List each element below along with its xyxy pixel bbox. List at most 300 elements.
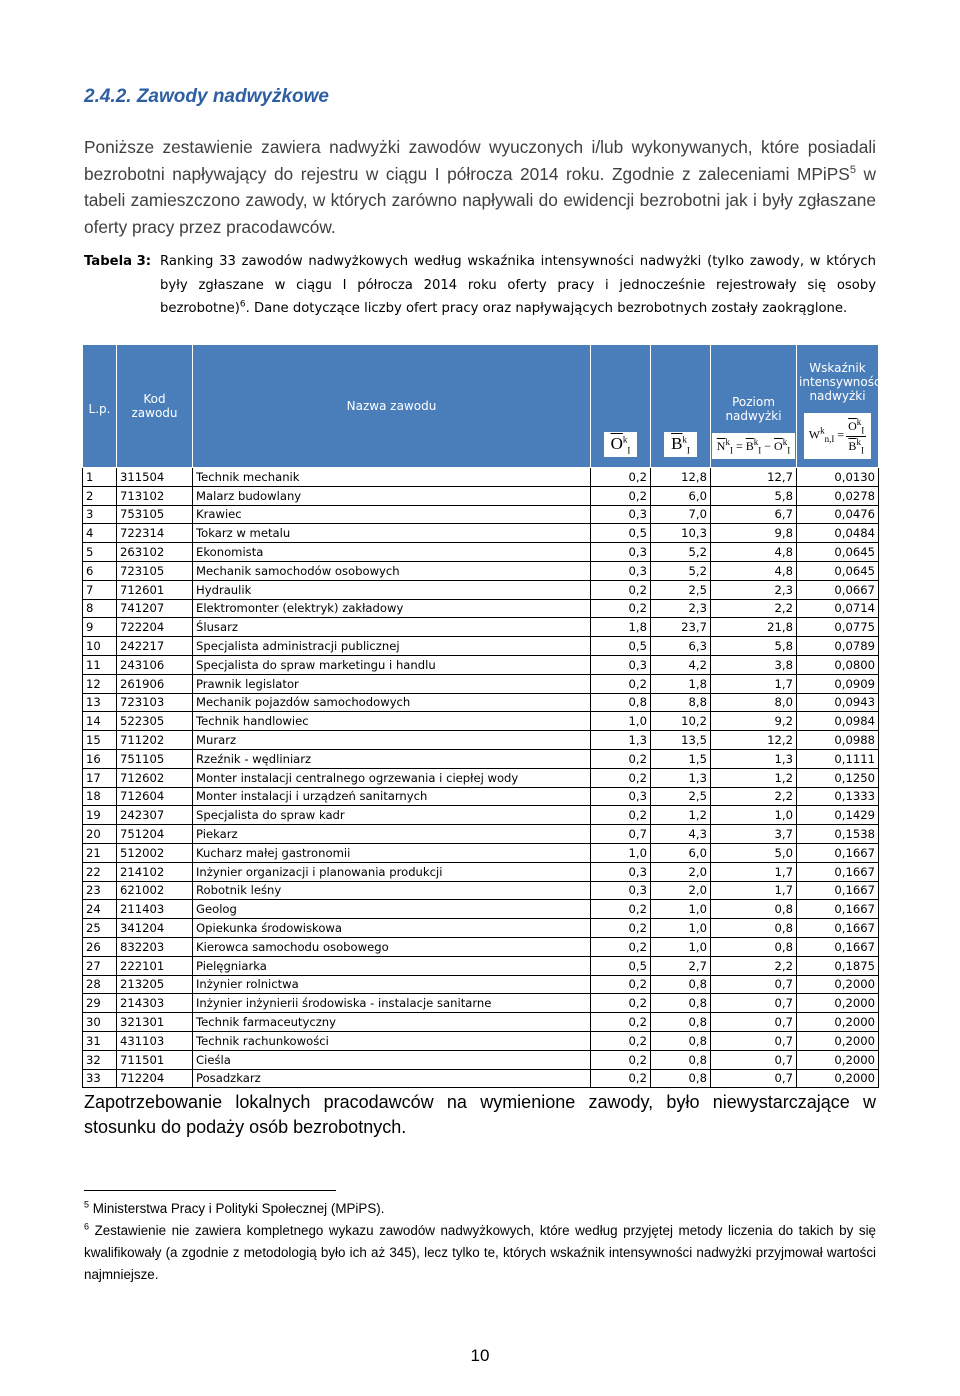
surplus-level-cell: 1,7 (711, 881, 797, 900)
surplus-index-cell: 0,2000 (797, 1050, 879, 1069)
surplus-level-cell: 1,0 (711, 806, 797, 825)
table-row (83, 806, 879, 825)
offers-cell: 0,3 (591, 543, 651, 562)
unemployed-cell: 0,8 (651, 1050, 711, 1069)
offers-cell: 0,2 (591, 919, 651, 938)
offers-cell: 0,2 (591, 806, 651, 825)
offers-cell: 0,7 (591, 825, 651, 844)
summary-paragraph: Zapotrzebowanie lokalnych pracodawców na wymienione zawody, było niewystarczające w stosunku do podaży osób bezrobotnych. (84, 1092, 876, 1137)
code-cell: 723103 (117, 693, 193, 712)
footnote-ref-6[interactable]: 6 (239, 299, 246, 310)
surplus-level-cell: 2,2 (711, 599, 797, 618)
unemployed-cell: 2,7 (651, 956, 711, 975)
unemployed-cell: 1,0 (651, 919, 711, 938)
surplus-level-cell: 12,7 (711, 468, 797, 487)
surplus-index-cell: 0,0775 (797, 618, 879, 637)
footnote-ref-5[interactable]: 5 (849, 163, 856, 176)
unemployed-cell: 0,8 (651, 1013, 711, 1032)
lp-cell: 28 (83, 975, 117, 994)
unemployed-cell: 1,3 (651, 768, 711, 787)
lp-cell: 18 (83, 787, 117, 806)
surplus-level-cell: 9,2 (711, 712, 797, 731)
surplus-level-cell: 0,7 (711, 975, 797, 994)
table-row (83, 524, 879, 543)
surplus-index-cell: 0,1667 (797, 919, 879, 938)
surplus-index-cell: 0,0645 (797, 543, 879, 562)
table-row (83, 599, 879, 618)
offers-cell: 0,3 (591, 505, 651, 524)
footnote-5 (84, 1198, 876, 1220)
surplus-level-cell: 2,2 (711, 787, 797, 806)
surplus-index-cell: 0,1250 (797, 768, 879, 787)
intro-text-1: Poniższe zestawienie zawiera nadwyżki zawodów wyuczonych i/lub wykonywanych, które posiadali bezrobotni napływający do rejestru w ciągu I półrocza 2014 roku. Zgodnie z zaleceniami MPiPS (84, 137, 876, 184)
offers-cell: 1,0 (591, 712, 651, 731)
lp-cell: 13 (83, 693, 117, 712)
surplus-index-cell: 0,2000 (797, 975, 879, 994)
table-row (83, 768, 879, 787)
offers-cell: 0,2 (591, 1031, 651, 1050)
table-row (83, 674, 879, 693)
unemployed-cell: 2,3 (651, 599, 711, 618)
occupation-cell: Technik handlowiec (193, 712, 591, 731)
code-cell: 741207 (117, 599, 193, 618)
unemployed-cell: 12,8 (651, 468, 711, 487)
header-nazwa: Nazwa zawodu (193, 345, 591, 468)
occupation-cell: Inżynier inżynierii środowiska - instalacje sanitarne (193, 994, 591, 1013)
surplus-level-cell: 1,7 (711, 674, 797, 693)
lp-cell: 25 (83, 919, 117, 938)
table-row (83, 937, 879, 956)
surplus-index-cell: 0,0130 (797, 468, 879, 487)
offers-cell: 0,2 (591, 674, 651, 693)
table-row (83, 486, 879, 505)
code-cell: 213205 (117, 975, 193, 994)
surplus-level-cell: 8,0 (711, 693, 797, 712)
lp-cell: 7 (83, 580, 117, 599)
occupation-cell: Posadzkarz (193, 1069, 591, 1088)
occupation-cell: Monter instalacji i urządzeń sanitarnych (193, 787, 591, 806)
unemployed-cell: 2,5 (651, 787, 711, 806)
code-cell: 832203 (117, 937, 193, 956)
surplus-level-cell: 0,7 (711, 1069, 797, 1088)
footnotes (84, 1198, 876, 1286)
occupation-cell: Rzeźnik - wędliniarz (193, 749, 591, 768)
unemployed-cell: 1,8 (651, 674, 711, 693)
table-body (83, 468, 879, 1088)
code-cell: 263102 (117, 543, 193, 562)
offers-cell: 1,0 (591, 843, 651, 862)
table-row (83, 843, 879, 862)
code-cell: 512002 (117, 843, 193, 862)
lp-cell: 27 (83, 956, 117, 975)
lp-cell: 14 (83, 712, 117, 731)
code-cell: 711501 (117, 1050, 193, 1069)
surplus-index-cell: 0,1538 (797, 825, 879, 844)
offers-cell: 1,3 (591, 731, 651, 750)
footnote-divider (84, 1190, 336, 1191)
surplus-level-cell: 0,8 (711, 900, 797, 919)
unemployed-cell: 6,3 (651, 637, 711, 656)
header-oferty (591, 345, 651, 468)
unemployed-cell: 2,5 (651, 580, 711, 599)
occupation-cell: Specjalista do spraw kadr (193, 806, 591, 825)
offers-cell: 0,2 (591, 749, 651, 768)
code-cell: 522305 (117, 712, 193, 731)
surplus-index-cell: 0,1429 (797, 806, 879, 825)
header-kod: Kod zawodu (117, 345, 193, 468)
intro-text-2: w tabeli zamieszczono zawody, w których zarówno napływali do ewidencji bezrobotni jak i były zgłaszane oferty pracy przez pracodawców. (84, 163, 876, 237)
table-row (83, 731, 879, 750)
offers-cell: 0,2 (591, 937, 651, 956)
caption-text-2: . Dane dotyczące liczby ofert pracy oraz napływających bezrobotnych zostały zaokrąglone. (245, 301, 848, 316)
lp-cell: 31 (83, 1031, 117, 1050)
code-cell: 712204 (117, 1069, 193, 1088)
occupation-cell: Technik mechanik (193, 468, 591, 487)
occupation-cell: Specjalista administracji publicznej (193, 637, 591, 656)
poziom-formula: $\overline{N}^k_I = \overline{B}^k_I - \overline{O}^k_I$ (712, 433, 795, 459)
offers-cell: 0,3 (591, 655, 651, 674)
page-number: 10 (470, 1346, 490, 1365)
occupation-cell: Krawiec (193, 505, 591, 524)
surplus-level-cell: 2,2 (711, 956, 797, 975)
code-cell: 712601 (117, 580, 193, 599)
surplus-level-cell: 0,7 (711, 1031, 797, 1050)
surplus-index-cell: 0,0476 (797, 505, 879, 524)
unemployed-cell: 10,2 (651, 712, 711, 731)
lp-cell: 29 (83, 994, 117, 1013)
unemployed-cell: 2,0 (651, 881, 711, 900)
offers-cell: 0,3 (591, 787, 651, 806)
lp-cell: 4 (83, 524, 117, 543)
surplus-index-cell: 0,0278 (797, 486, 879, 505)
offers-cell: 0,2 (591, 599, 651, 618)
header-wskaznik (797, 345, 884, 468)
caption-text (160, 250, 876, 321)
code-cell: 311504 (117, 468, 193, 487)
lp-cell: 17 (83, 768, 117, 787)
occupation-cell: Ekonomista (193, 543, 591, 562)
table-row (83, 825, 879, 844)
footnote-6-number: 6 (84, 1221, 90, 1232)
offers-cell: 0,5 (591, 524, 651, 543)
surplus-level-cell: 1,3 (711, 749, 797, 768)
unemployed-cell: 5,2 (651, 561, 711, 580)
footnote-5-text: Ministerstwa Pracy i Polityki Społecznej (MPiPS). (89, 1201, 385, 1216)
surplus-index-cell: 0,0645 (797, 561, 879, 580)
lp-cell: 23 (83, 881, 117, 900)
table-row (83, 862, 879, 881)
occupation-cell: Elektromonter (elektryk) zakładowy (193, 599, 591, 618)
code-cell: 222101 (117, 956, 193, 975)
unemployed-cell: 4,2 (651, 655, 711, 674)
table-header-row (83, 345, 879, 468)
bezrobotni-formula: $\overline{B}^k_I$ (664, 432, 697, 457)
occupation-cell: Murarz (193, 731, 591, 750)
surplus-index-cell: 0,0714 (797, 599, 879, 618)
table-row (83, 787, 879, 806)
offers-cell: 0,2 (591, 900, 651, 919)
surplus-index-cell: 0,1667 (797, 937, 879, 956)
code-cell: 431103 (117, 1031, 193, 1050)
surplus-level-cell: 6,7 (711, 505, 797, 524)
occupation-cell: Hydraulik (193, 580, 591, 599)
table-row (83, 505, 879, 524)
lp-cell: 15 (83, 731, 117, 750)
unemployed-cell: 1,2 (651, 806, 711, 825)
caption-label: Tabela 3: (84, 254, 152, 269)
surplus-level-cell: 0,8 (711, 919, 797, 938)
lp-cell: 6 (83, 561, 117, 580)
offers-cell: 0,5 (591, 956, 651, 975)
surplus-level-cell: 5,8 (711, 637, 797, 656)
surplus-index-cell: 0,0988 (797, 731, 879, 750)
surplus-index-cell: 0,1667 (797, 881, 879, 900)
lp-cell: 11 (83, 655, 117, 674)
offers-cell: 0,2 (591, 1013, 651, 1032)
surplus-level-cell: 0,7 (711, 1013, 797, 1032)
occupation-cell: Geolog (193, 900, 591, 919)
unemployed-cell: 23,7 (651, 618, 711, 637)
code-cell: 723105 (117, 561, 193, 580)
lp-cell: 24 (83, 900, 117, 919)
surplus-level-cell: 4,8 (711, 543, 797, 562)
surplus-level-cell: 5,8 (711, 486, 797, 505)
footnote-6-text: Zestawienie nie zawiera kompletnego wykazu zawodów nadwyżkowych, które według przyjętej metody liczenia do takich by się kwalifikowały (a zgodnie z metodologią było ich aż 345), lecz tylko te, których wskaźnik intensywności nadwyżki przyjmował wartości najmniejsze. (84, 1223, 876, 1282)
surplus-index-cell: 0,0800 (797, 655, 879, 674)
unemployed-cell: 1,5 (651, 749, 711, 768)
surplus-level-cell: 1,7 (711, 862, 797, 881)
table-row (83, 712, 879, 731)
code-cell: 722204 (117, 618, 193, 637)
occupation-cell: Cieśla (193, 1050, 591, 1069)
surplus-index-cell: 0,1667 (797, 900, 879, 919)
header-bezrobotni (651, 345, 711, 468)
code-cell: 341204 (117, 919, 193, 938)
code-cell: 211403 (117, 900, 193, 919)
code-cell: 712604 (117, 787, 193, 806)
lp-cell: 3 (83, 505, 117, 524)
occupation-cell: Prawnik legislator (193, 674, 591, 693)
code-cell: 243106 (117, 655, 193, 674)
occupation-cell: Inżynier rolnictwa (193, 975, 591, 994)
surplus-level-cell: 4,8 (711, 561, 797, 580)
surplus-level-cell: 1,2 (711, 768, 797, 787)
occupation-cell: Technik rachunkowości (193, 1031, 591, 1050)
unemployed-cell: 2,0 (651, 862, 711, 881)
surplus-level-cell: 0,8 (711, 937, 797, 956)
surplus-index-cell: 0,2000 (797, 1069, 879, 1088)
code-cell: 242217 (117, 637, 193, 656)
occupation-cell: Kierowca samochodu osobowego (193, 937, 591, 956)
surplus-level-cell: 3,7 (711, 825, 797, 844)
offers-cell: 0,5 (591, 637, 651, 656)
offers-cell: 0,2 (591, 1050, 651, 1069)
table-row (83, 580, 879, 599)
occupation-cell: Inżynier organizacji i planowania produkcji (193, 862, 591, 881)
table-row (83, 919, 879, 938)
unemployed-cell: 1,0 (651, 900, 711, 919)
surplus-index-cell: 0,0909 (797, 674, 879, 693)
table-row (83, 543, 879, 562)
lp-cell: 10 (83, 637, 117, 656)
offers-cell: 0,3 (591, 561, 651, 580)
table-row (83, 956, 879, 975)
lp-cell: 26 (83, 937, 117, 956)
code-cell: 712602 (117, 768, 193, 787)
surplus-index-cell: 0,2000 (797, 1013, 879, 1032)
unemployed-cell: 8,8 (651, 693, 711, 712)
surplus-index-cell: 0,1333 (797, 787, 879, 806)
lp-cell: 22 (83, 862, 117, 881)
unemployed-cell: 0,8 (651, 975, 711, 994)
occupation-cell: Piekarz (193, 825, 591, 844)
table-row (83, 900, 879, 919)
unemployed-cell: 0,8 (651, 1031, 711, 1050)
occupation-cell: Tokarz w metalu (193, 524, 591, 543)
lp-cell: 30 (83, 1013, 117, 1032)
offers-cell: 0,3 (591, 862, 651, 881)
table-row (83, 1013, 879, 1032)
header-poziom (711, 345, 797, 468)
header-wskaznik-label: Wskaźnik intensywności nadwyżki (799, 361, 884, 404)
table-row (83, 749, 879, 768)
table-row (83, 637, 879, 656)
surplus-level-cell: 9,8 (711, 524, 797, 543)
unemployed-cell: 5,2 (651, 543, 711, 562)
footnote-5-number: 5 (84, 1199, 90, 1210)
unemployed-cell: 7,0 (651, 505, 711, 524)
occupation-cell: Technik farmaceutyczny (193, 1013, 591, 1032)
unemployed-cell: 13,5 (651, 731, 711, 750)
surplus-index-cell: 0,0484 (797, 524, 879, 543)
code-cell: 621002 (117, 881, 193, 900)
occupation-cell: Mechanik samochodów osobowych (193, 561, 591, 580)
table-row (83, 561, 879, 580)
surplus-index-cell: 0,0943 (797, 693, 879, 712)
surplus-level-cell: 0,7 (711, 1050, 797, 1069)
offers-cell: 0,3 (591, 881, 651, 900)
surplus-level-cell: 0,7 (711, 994, 797, 1013)
occupation-cell: Pielęgniarka (193, 956, 591, 975)
table-row (83, 1031, 879, 1050)
unemployed-cell: 4,3 (651, 825, 711, 844)
surplus-index-cell: 0,0789 (797, 637, 879, 656)
header-lp: L.p. (83, 345, 117, 468)
occupation-cell: Mechanik pojazdów samochodowych (193, 693, 591, 712)
surplus-level-cell: 12,2 (711, 731, 797, 750)
occupation-cell: Opiekunka środowiskowa (193, 919, 591, 938)
section-title: 2.4.2. Zawody nadwyżkowe (84, 86, 329, 107)
occupation-cell: Kucharz małej gastronomii (193, 843, 591, 862)
code-cell: 753105 (117, 505, 193, 524)
occupation-cell: Specjalista do spraw marketingu i handlu (193, 655, 591, 674)
code-cell: 321301 (117, 1013, 193, 1032)
table-row (83, 618, 879, 637)
surplus-level-cell: 5,0 (711, 843, 797, 862)
lp-cell: 16 (83, 749, 117, 768)
lp-cell: 12 (83, 674, 117, 693)
offers-cell: 0,2 (591, 486, 651, 505)
caption-text-1: Ranking 33 zawodów nadwyżkowych według wskaźnika intensywności nadwyżki (tylko zawody, w których były zgłaszane w ciągu I półrocza 2014 roku oferty pracy i jednocześnie rejestrowały się osoby bezrobotne) (160, 254, 876, 316)
lp-cell: 9 (83, 618, 117, 637)
table-row (83, 1069, 879, 1088)
code-cell: 713102 (117, 486, 193, 505)
unemployed-cell: 10,3 (651, 524, 711, 543)
unemployed-cell: 0,8 (651, 1069, 711, 1088)
code-cell: 242307 (117, 806, 193, 825)
occupation-cell: Ślusarz (193, 618, 591, 637)
surplus-level-cell: 3,8 (711, 655, 797, 674)
code-cell: 751105 (117, 749, 193, 768)
intro-paragraph (84, 134, 876, 240)
wskaznik-formula: $W^k_{n,I}$ = $\frac{\overline{O}^k_I}{\overline{B}^k_I}$ (804, 413, 872, 459)
lp-cell: 20 (83, 825, 117, 844)
occupation-cell: Monter instalacji centralnego ogrzewania i ciepłej wody (193, 768, 591, 787)
occupation-cell: Malarz budowlany (193, 486, 591, 505)
table-row (83, 655, 879, 674)
offers-cell: 0,8 (591, 693, 651, 712)
header-poziom-label: Poziom nadwyżki (725, 394, 782, 423)
unemployed-cell: 6,0 (651, 843, 711, 862)
lp-cell: 8 (83, 599, 117, 618)
lp-cell: 1 (83, 468, 117, 487)
surplus-index-cell: 0,1875 (797, 956, 879, 975)
offers-cell: 0,2 (591, 768, 651, 787)
code-cell: 711202 (117, 731, 193, 750)
surplus-index-cell: 0,2000 (797, 994, 879, 1013)
offers-cell: 0,2 (591, 1069, 651, 1088)
footnote-6 (84, 1220, 876, 1286)
ranking-table (82, 344, 884, 1088)
code-cell: 722314 (117, 524, 193, 543)
surplus-level-cell: 21,8 (711, 618, 797, 637)
table-row (83, 881, 879, 900)
unemployed-cell: 1,0 (651, 937, 711, 956)
lp-cell: 5 (83, 543, 117, 562)
surplus-index-cell: 0,1111 (797, 749, 879, 768)
surplus-index-cell: 0,0984 (797, 712, 879, 731)
surplus-index-cell: 0,2000 (797, 1031, 879, 1050)
table-row (83, 975, 879, 994)
code-cell: 751204 (117, 825, 193, 844)
code-cell: 214102 (117, 862, 193, 881)
code-cell: 261906 (117, 674, 193, 693)
surplus-index-cell: 0,1667 (797, 862, 879, 881)
lp-cell: 2 (83, 486, 117, 505)
unemployed-cell: 6,0 (651, 486, 711, 505)
code-cell: 214303 (117, 994, 193, 1013)
table-row (83, 693, 879, 712)
occupation-cell: Robotnik leśny (193, 881, 591, 900)
offers-cell: 0,2 (591, 468, 651, 487)
offers-cell: 0,2 (591, 975, 651, 994)
offers-cell: 0,2 (591, 580, 651, 599)
surplus-index-cell: 0,1667 (797, 843, 879, 862)
offers-cell: 0,2 (591, 994, 651, 1013)
lp-cell: 19 (83, 806, 117, 825)
table-caption (84, 250, 876, 321)
offers-cell: 1,8 (591, 618, 651, 637)
lp-cell: 32 (83, 1050, 117, 1069)
table-row (83, 994, 879, 1013)
surplus-level-cell: 2,3 (711, 580, 797, 599)
table-row (83, 468, 879, 487)
oferty-formula: $\overline{O}^k_I$ (604, 432, 638, 457)
lp-cell: 21 (83, 843, 117, 862)
lp-cell: 33 (83, 1069, 117, 1088)
unemployed-cell: 0,8 (651, 994, 711, 1013)
surplus-index-cell: 0,0667 (797, 580, 879, 599)
